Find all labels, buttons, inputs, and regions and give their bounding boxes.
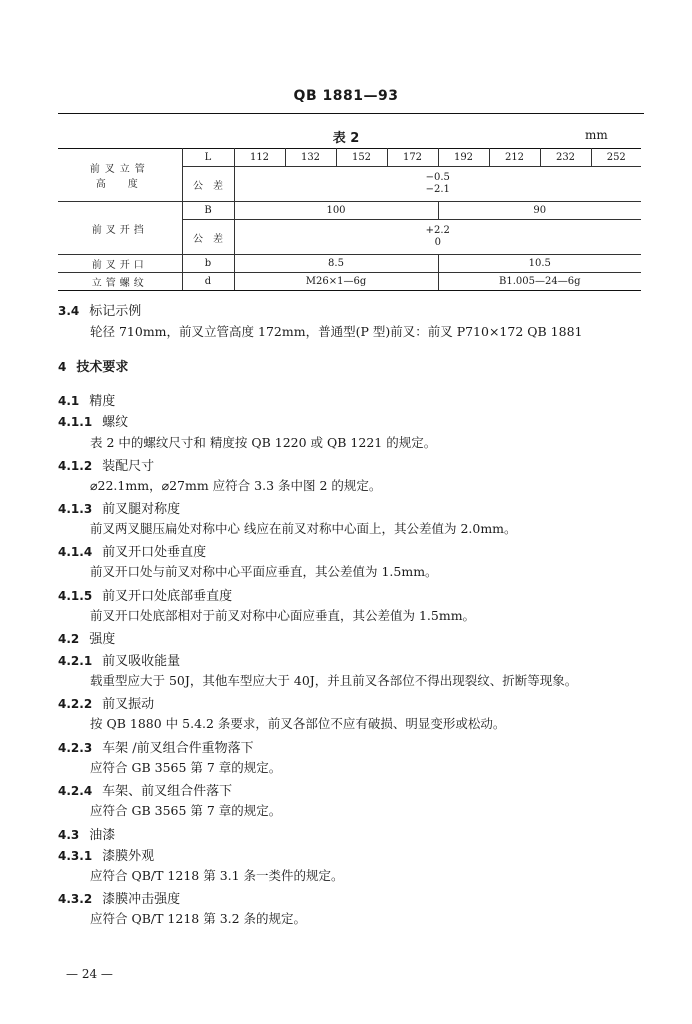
tolerance-2-value <box>234 220 641 255</box>
L-value-7: 252 <box>591 149 641 167</box>
L-value-1: 132 <box>285 149 336 167</box>
section-4-1-3-heading: 4.1.3 前叉腿对称度 <box>58 502 181 517</box>
standard-code-header: QB 1881—93 <box>293 88 399 104</box>
section-4-2-2-text: 按 QB 1880 中 5.4.2 条要求，前叉各部位不应有破损、明显变形或松动。 <box>90 716 506 731</box>
table-row <box>58 202 641 220</box>
tolerance-1-upper: −0.5 <box>425 172 450 183</box>
tolerance-label-2: 公 差 <box>182 220 234 255</box>
b-left-value: 8.5 <box>234 255 438 273</box>
section-4-2-3-heading: 4.2.3 车架 /前叉组合件重物落下 <box>58 741 254 756</box>
L-value-2: 152 <box>336 149 387 167</box>
section-4-2-heading: 4.2 强度 <box>58 632 116 647</box>
section-4-1-2-heading: 4.1.2 装配尺寸 <box>58 459 155 474</box>
section-3-4-text: 轮径 710mm，前叉立管高度 172mm，普通型(P 型)前叉：前叉 P710×172 QB 1881 <box>90 324 583 339</box>
height-label-b: 高 度 <box>95 179 144 190</box>
section-4-3-2-text: 应符合 QB/T 1218 第 3.2 条的规定。 <box>90 911 307 926</box>
section-4-1-1-text: 表 2 中的螺纹尺寸和 精度按 QB 1220 或 QB 1221 的规定。 <box>90 435 437 450</box>
section-4-1-5-text: 前叉开口处底部相对于前叉对称中心面应垂直，其公差值为 1.5mm。 <box>90 608 476 623</box>
section-4-3-1-text: 应符合 QB/T 1218 第 3.1 条一类件的规定。 <box>90 868 344 883</box>
section-4-2-4-text: 应符合 GB 3565 第 7 章的规定。 <box>90 803 282 818</box>
d-left-value: M26×1—6g <box>234 273 438 291</box>
section-4-2-4-heading: 4.2.4 车架、前叉组合件落下 <box>58 784 233 799</box>
L-value-3: 172 <box>387 149 438 167</box>
width-label: 前叉开挡 <box>58 202 182 255</box>
symbol-B: B <box>182 202 234 220</box>
B-right-value: 90 <box>438 202 641 220</box>
section-4-3-heading: 4.3 油漆 <box>58 828 116 843</box>
L-value-6: 232 <box>540 149 591 167</box>
table-row <box>58 273 641 291</box>
d-right-value: B1.005—24—6g <box>438 273 641 291</box>
section-4-1-heading: 4.1 精度 <box>58 394 116 409</box>
tolerance-1-value <box>234 167 641 202</box>
section-4-2-3-text: 应符合 GB 3565 第 7 章的规定。 <box>90 760 282 775</box>
section-4-3-1-heading: 4.3.1 漆膜外观 <box>58 849 155 864</box>
L-value-5: 212 <box>489 149 540 167</box>
section-4-1-4-text: 前叉开口处与前叉对称中心平面应垂直，其公差值为 1.5mm。 <box>90 564 438 579</box>
section-4-1-1-heading: 4.1.1 螺纹 <box>58 415 129 430</box>
L-value-4: 192 <box>438 149 489 167</box>
section-4-1-5-heading: 4.1.5 前叉开口处底部垂直度 <box>58 589 233 604</box>
section-4-2-1-heading: 4.2.1 前叉吸收能量 <box>58 654 181 669</box>
table-row <box>58 149 641 167</box>
section-4-2-1-text: 载重型应大于 50J，其他车型应大于 40J，并且前叉各部位不得出现裂纹、折断等现象。 <box>90 673 578 688</box>
section-4-2-2-heading: 4.2.2 前叉振动 <box>58 697 155 712</box>
table-unit: mm <box>585 128 608 142</box>
spec-table <box>58 148 641 291</box>
section-4-1-3-text: 前叉两叉腿压扁处对称中心 线应在前叉对称中心面上，其公差值为 2.0mm。 <box>90 521 517 536</box>
L-value-0: 112 <box>234 149 285 167</box>
thread-label: 立管螺纹 <box>58 273 182 291</box>
page-number: — 24 — <box>66 967 113 981</box>
tolerance-2-upper: +2.2 <box>425 225 450 236</box>
table-title: 表 2 <box>332 131 360 146</box>
symbol-L: L <box>182 149 234 167</box>
section-3-4-heading: 3.4 标记示例 <box>58 304 142 319</box>
tolerance-1-lower: −2.1 <box>425 184 450 195</box>
b-right-value: 10.5 <box>438 255 641 273</box>
symbol-d: d <box>182 273 234 291</box>
header-rule <box>58 113 644 114</box>
table-row <box>58 255 641 273</box>
symbol-b: b <box>182 255 234 273</box>
opening-label: 前叉开口 <box>58 255 182 273</box>
tolerance-2-lower: 0 <box>434 237 441 248</box>
section-4-1-4-heading: 4.1.4 前叉开口处垂直度 <box>58 545 207 560</box>
tolerance-label-1: 公 差 <box>182 167 234 202</box>
height-label-a: 前叉立管 <box>89 164 150 175</box>
section-4-heading: 4 技术要求 <box>58 360 129 375</box>
section-4-3-2-heading: 4.3.2 漆膜冲击强度 <box>58 892 181 907</box>
height-label-cell <box>58 149 182 202</box>
section-4-1-2-text: ⌀22.1mm，⌀27mm 应符合 3.3 条中图 2 的规定。 <box>90 478 382 493</box>
B-left-value: 100 <box>234 202 438 220</box>
